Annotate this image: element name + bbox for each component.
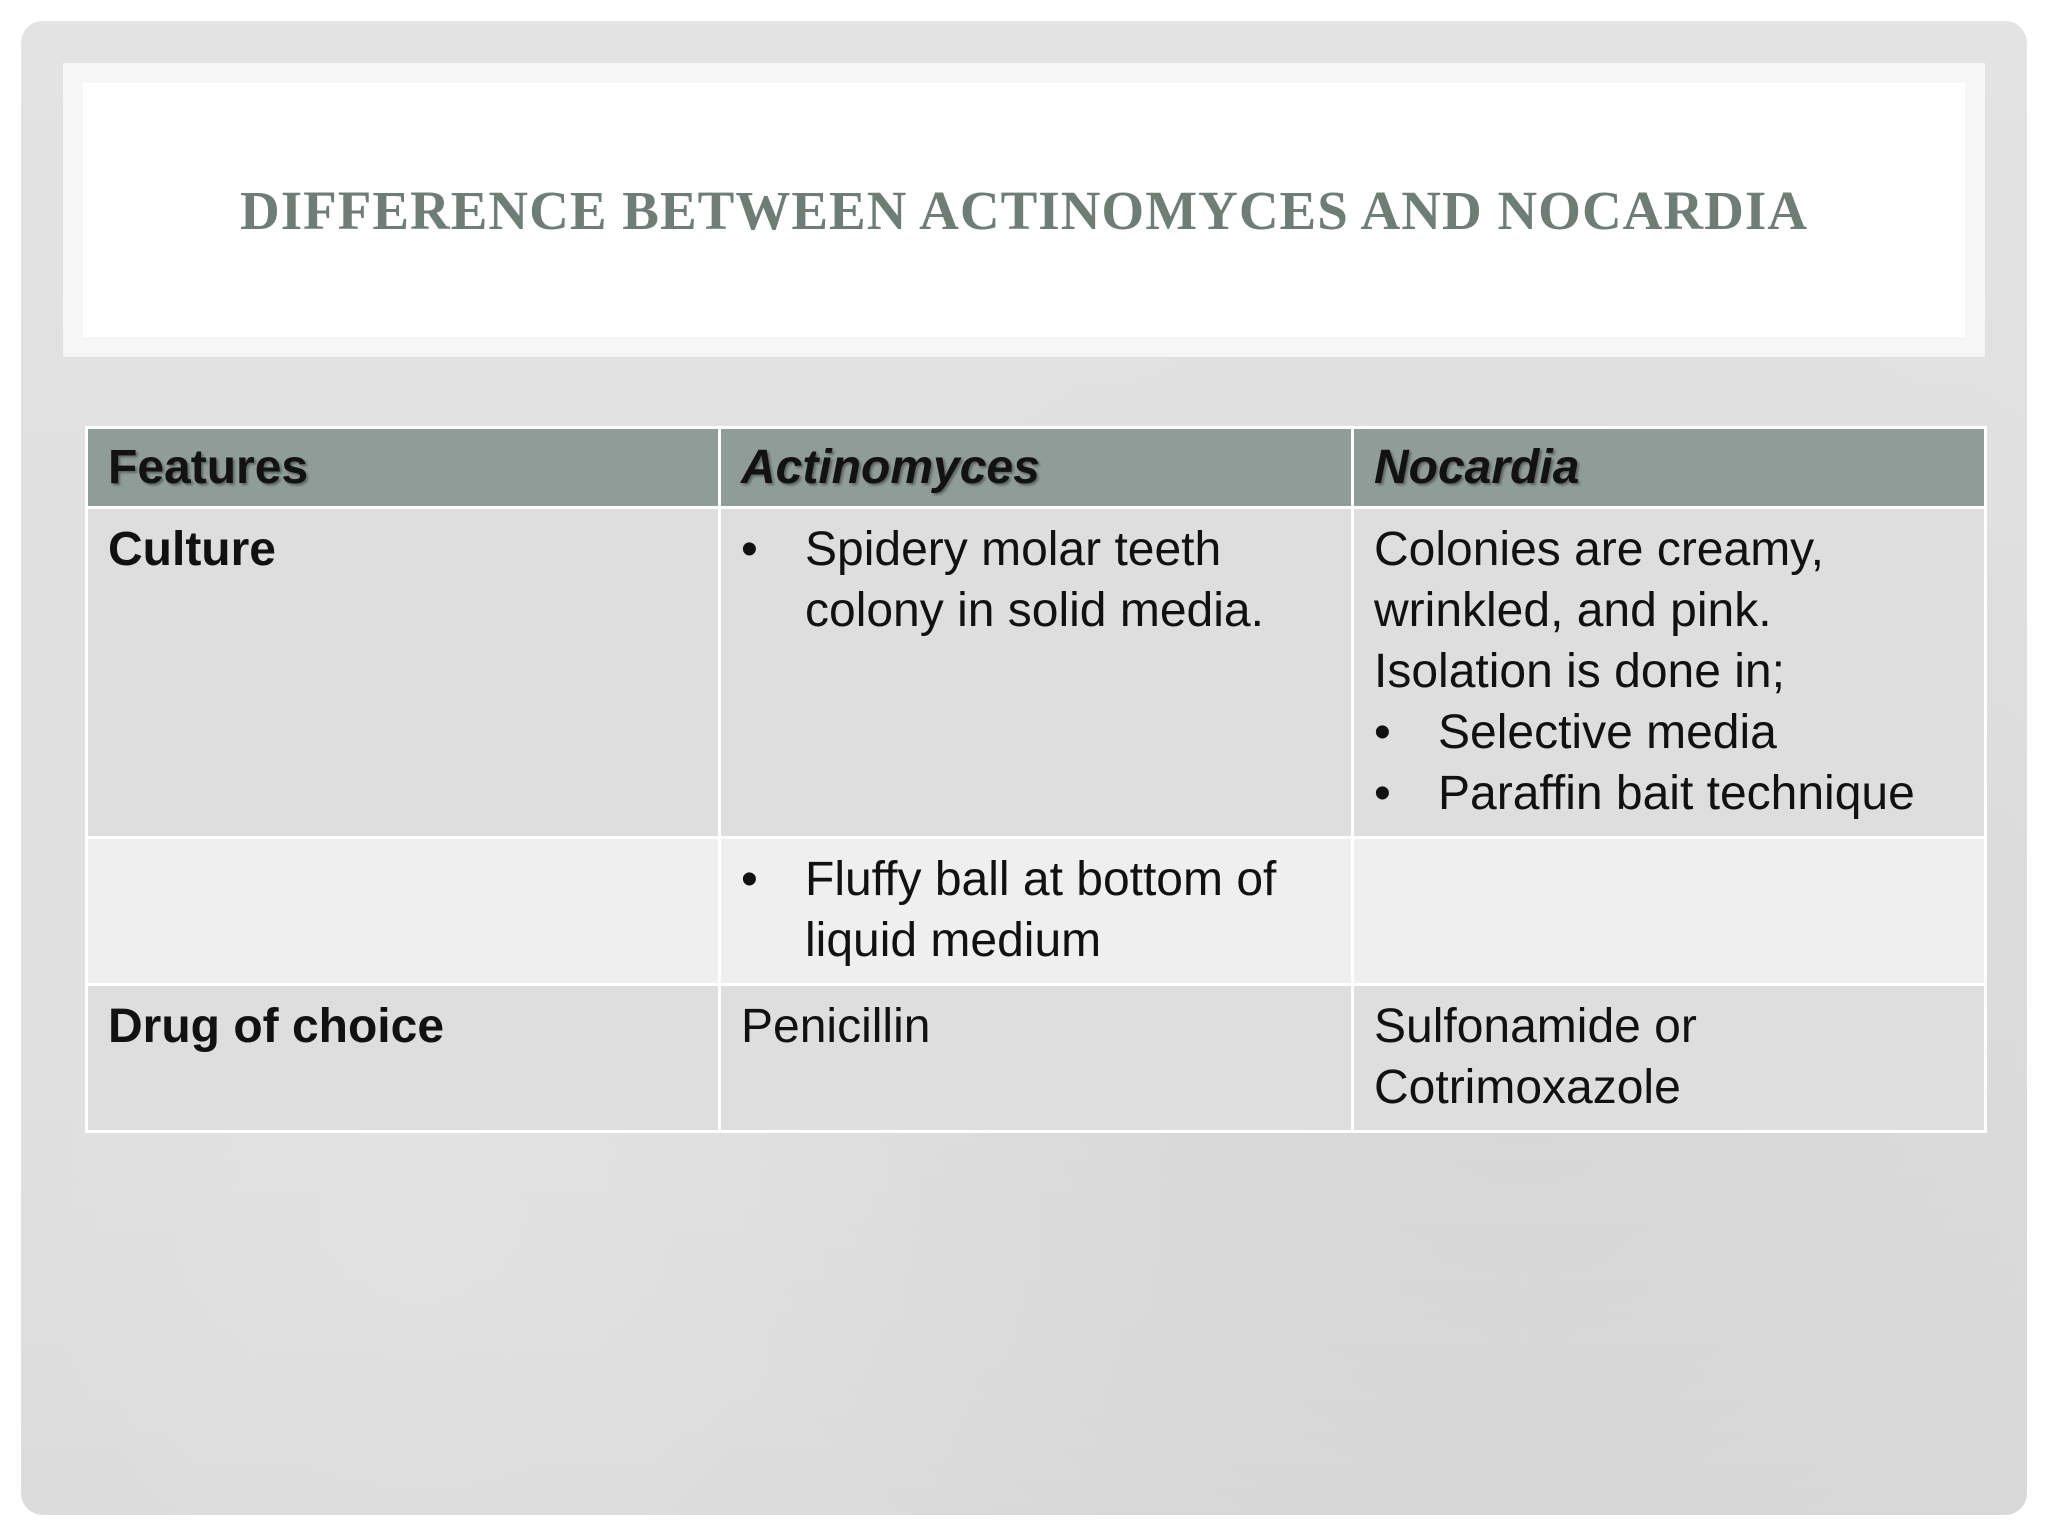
bullet-list xyxy=(741,849,1331,971)
cell-nocardia-empty xyxy=(1353,838,1986,985)
cell-actinomyces-culture xyxy=(720,508,1353,838)
list-item: • Spidery molar teeth colony in solid media. xyxy=(741,519,1331,641)
cell-feature-culture: Culture xyxy=(87,508,720,838)
text-line: Colonies are creamy, wrinkled, and pink. xyxy=(1374,523,1824,637)
bullet-list xyxy=(741,519,1331,641)
header-nocardia: Nocardia xyxy=(1353,428,1986,508)
slide-title: DIFFERENCE BETWEEN ACTINOMYCES AND NOCARDIA xyxy=(240,179,1808,241)
title-box xyxy=(83,83,1965,337)
cell-nocardia-drug: Sulfonamide or Cotrimoxazole xyxy=(1353,985,1986,1132)
table-row-culture xyxy=(87,508,1986,838)
cell-feature-empty xyxy=(87,838,720,985)
table-header-row xyxy=(87,428,1986,508)
header-actinomyces: Actinomyces xyxy=(720,428,1353,508)
cell-nocardia-culture xyxy=(1353,508,1986,838)
cell-actinomyces-drug: Penicillin xyxy=(720,985,1353,1132)
list-item: • Selective media xyxy=(1374,702,1964,763)
header-features: Features xyxy=(87,428,720,508)
list-item: • Fluffy ball at bottom of liquid medium xyxy=(741,849,1331,971)
bullet-list xyxy=(1374,702,1964,824)
text-line: Isolation is done in; xyxy=(1374,645,1785,698)
table-row-culture-liquid xyxy=(87,838,1986,985)
comparison-table xyxy=(85,426,1987,1133)
table-row-drug xyxy=(87,985,1986,1132)
cell-feature-drug: Drug of choice xyxy=(87,985,720,1132)
list-item: • Paraffin bait technique xyxy=(1374,763,1964,824)
title-frame xyxy=(63,63,1985,357)
cell-actinomyces-liquid xyxy=(720,838,1353,985)
slide-background xyxy=(21,21,2027,1515)
